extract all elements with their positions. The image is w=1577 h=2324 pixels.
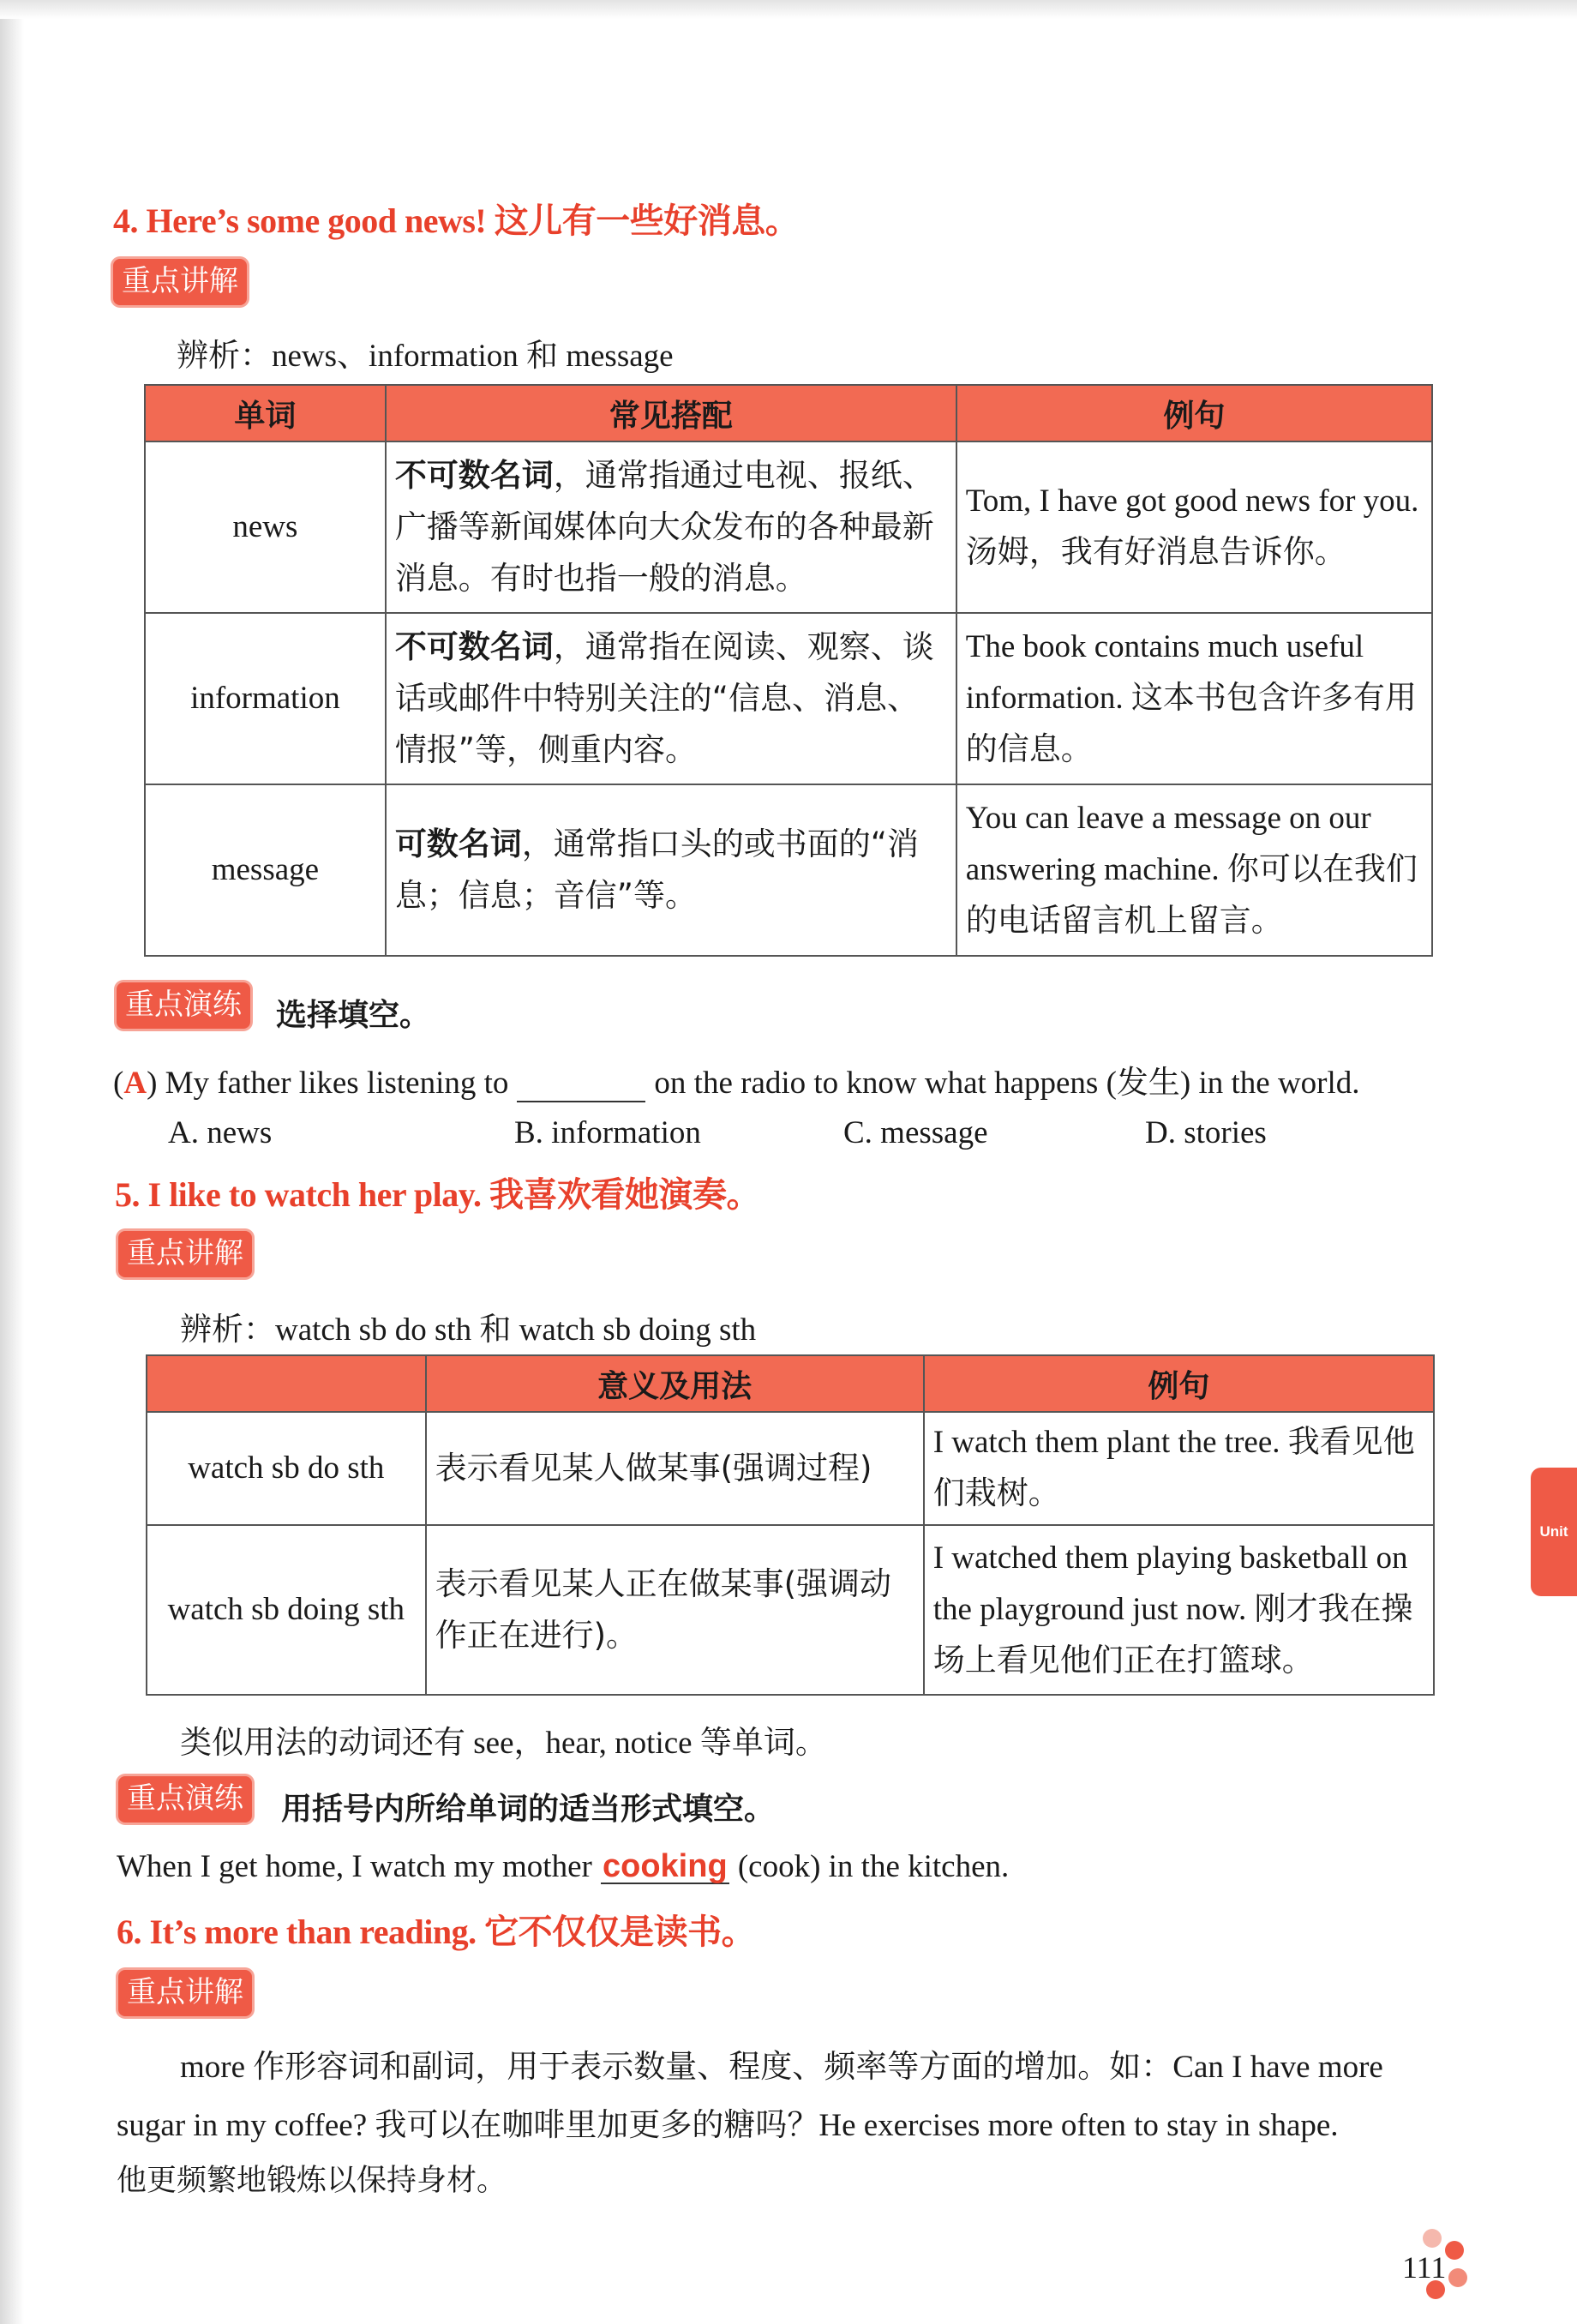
example-cell: Tom, I have got good news for you. 汤姆，我有好消息告诉你。 [956,441,1432,613]
phrase-cell: watch sb do sth [147,1412,426,1525]
page-dot [1448,2268,1467,2287]
unit-side-tab: Unit [1531,1468,1577,1596]
table-header-row [147,1355,1434,1412]
table-header: 常见搭配 [386,385,956,441]
word-cell: news [145,441,386,613]
question-answer: A [123,1066,147,1101]
example-cell: I watched them playing basketball on the playground just now. 刚才我在操场上看见他们正在打篮球。 [924,1525,1434,1695]
section5-practice-instruction: 用括号内所给单词的适当形式填空。 [281,1792,776,1827]
table-header: 例句 [956,385,1432,441]
example-cell: You can leave a message on our answering machine. 你可以在我们的电话留言机上留言。 [956,784,1432,956]
section4-intro: 辨析：news、information 和 message [177,339,674,374]
paren-close: ) [147,1066,158,1101]
paren-open: ( [113,1066,124,1101]
section5-tag: 重点讲解 [118,1231,252,1277]
sentence-before: When I get home, I watch my mother [117,1849,592,1884]
section5-heading: 5. I like to watch her play. 我喜欢看她演奏。 [115,1175,761,1214]
table-header: 意义及用法 [426,1355,924,1412]
page-dot [1423,2229,1442,2248]
option-c: C. message [843,1115,988,1150]
section4-practice-tag: 重点演练 [117,982,250,1029]
page-dot [1445,2241,1464,2260]
usage-bold: 不可数名词 [394,457,554,494]
section5-practice-tag: 重点演练 [118,1776,252,1823]
usage-bold: 可数名词 [394,826,522,862]
option-b: B. information [514,1115,701,1150]
example-cell: I watch them plant the tree. 我看见他们栽树。 [924,1412,1434,1525]
table-row [145,441,1432,613]
answer-blank [517,1070,645,1102]
example-cell: The book contains much useful information. 这本书包含许多有用的信息。 [956,613,1432,784]
section4-question [113,1056,1360,1102]
section4-table [144,384,1433,957]
usage-desc: ，通常指口头的或书面的“消息；信息；音信”等。 [394,826,919,914]
table-row [145,784,1432,956]
usage-cell [386,784,956,956]
section6-line1: more 作形容词和副词，用于表示数量、程度、频率等方面的增加。如：Can I have more [180,2050,1383,2085]
sentence-answer: cooking [601,1850,729,1884]
section5-intro: 辨析：watch sb do sth 和 watch sb doing sth [180,1312,757,1348]
page-shadow-top [0,0,1577,19]
phrase-cell: watch sb doing sth [147,1525,426,1695]
usage-desc: ，通常指通过电视、报纸、广播等新闻媒体向大众发布的各种最新消息。有时也指一般的消息。 [394,457,934,597]
table-row [145,613,1432,784]
meaning-cell: 表示看见某人正在做某事(强调动作正在进行)。 [426,1525,924,1695]
sentence-after: (cook) in the kitchen. [737,1849,1010,1884]
table-row [147,1525,1434,1695]
table-header [147,1355,426,1412]
meaning-cell: 表示看见某人做某事(强调过程) [426,1412,924,1525]
option-a: A. news [168,1115,273,1150]
usage-cell [386,441,956,613]
table-header: 例句 [924,1355,1434,1412]
section5-table [146,1354,1435,1696]
usage-cell [386,613,956,784]
page-shadow [0,0,24,2324]
option-d: D. stories [1145,1115,1267,1150]
page-number: 111 [1402,2250,1447,2285]
word-cell: message [145,784,386,956]
usage-desc: ，通常指在阅读、观察、谈话或邮件中特别关注的“信息、消息、情报”等，侧重内容。 [394,628,934,768]
section5-sentence [117,1848,1009,1885]
table-row [147,1412,1434,1525]
section6-heading: 6. It’s more than reading. 它不仅仅是读书。 [117,1913,756,1951]
section4-heading: 4. Here’s some good news! 这儿有一些好消息。 [113,201,800,240]
word-cell: information [145,613,386,784]
table-header-row [145,385,1432,441]
question-before: My father likes listening to [165,1066,509,1101]
section6-line3: 他更频繁地锻炼以保持身材。 [117,2164,507,2198]
section6-line2: sugar in my coffee? 我可以在咖啡里加更多的糖吗？He exercises more often to stay in shape. [117,2108,1339,2143]
question-after: on the radio to know what happens (发生) in the world. [654,1066,1360,1101]
usage-bold: 不可数名词 [394,628,554,665]
table-header: 单词 [145,385,386,441]
section4-tag: 重点讲解 [113,259,247,305]
section5-note: 类似用法的动词还有 see，hear, notice 等单词。 [180,1726,827,1761]
section4-practice-instruction: 选择填空。 [276,998,431,1033]
section6-tag: 重点讲解 [118,1970,252,2016]
